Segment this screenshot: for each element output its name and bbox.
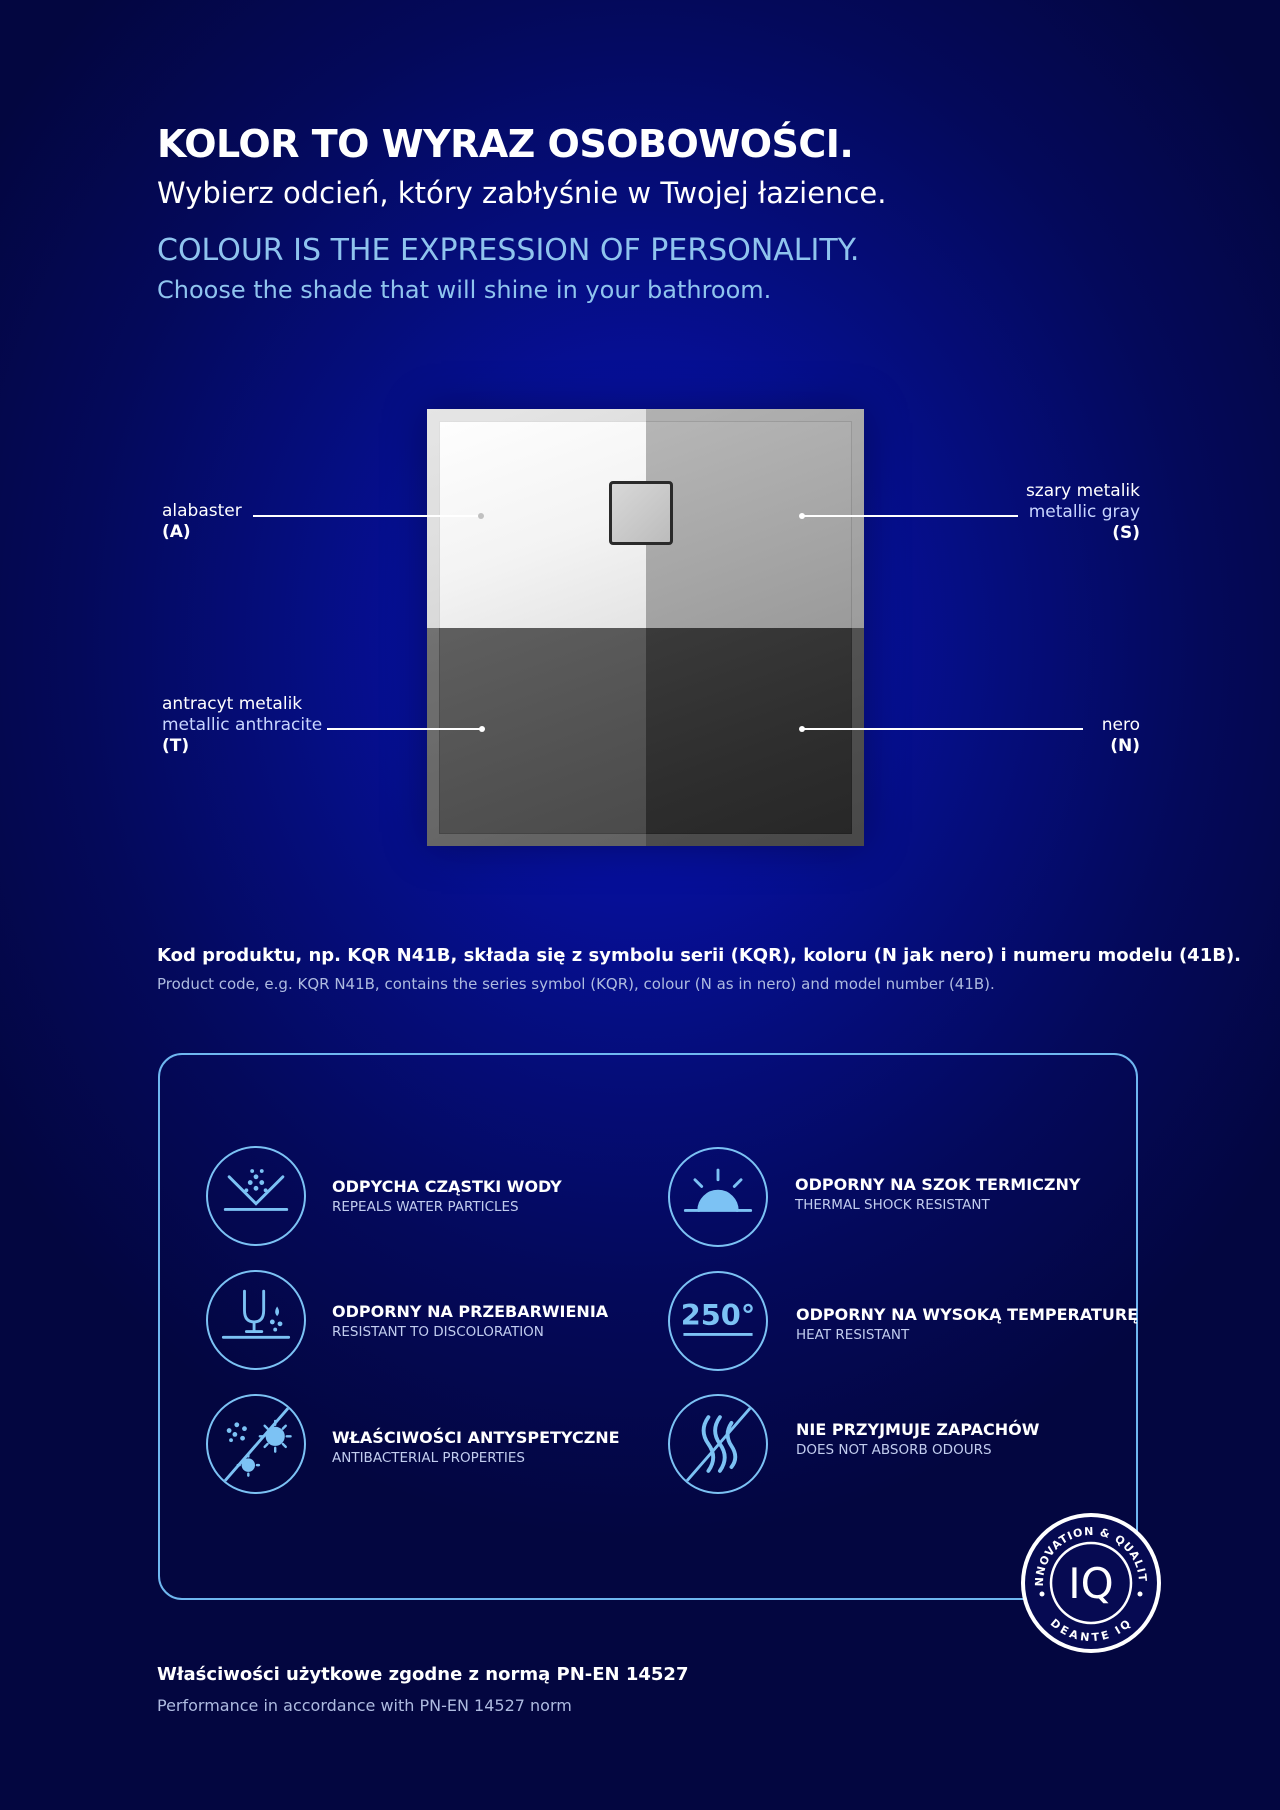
callout-alabaster bbox=[162, 501, 242, 543]
leader-line-metallic-gray bbox=[803, 515, 1018, 517]
feature-title: ODPORNY NA WYSOKĄ TEMPERATURĘ bbox=[796, 1305, 1139, 1324]
callout-metallic-gray bbox=[990, 481, 1140, 544]
feature-subtitle: HEAT RESISTANT bbox=[796, 1327, 910, 1343]
feature-no-odour bbox=[796, 1420, 1039, 1458]
page-title-pl: KOLOR TO WYRAZ OSOBOWOŚCI. bbox=[157, 122, 854, 166]
callout-nero-name: nero bbox=[1101, 715, 1140, 735]
footer-norm-pl: Właściwości użytkowe zgodne z normą PN-EN 14527 bbox=[157, 1664, 689, 1685]
feature-subtitle: DOES NOT ABSORB ODOURS bbox=[796, 1442, 992, 1458]
feature-water-repellent bbox=[332, 1177, 562, 1215]
feature-title: NIE PRZYJMUJE ZAPACHÓW bbox=[796, 1420, 1040, 1439]
callout-metallic-gray-name-pl: szary metalik bbox=[1025, 481, 1140, 501]
feature-subtitle: RESISTANT TO DISCOLORATION bbox=[332, 1324, 544, 1340]
antibacterial-icon bbox=[206, 1394, 306, 1494]
feature-subtitle: REPEALS WATER PARTICLES bbox=[332, 1199, 519, 1215]
feature-discoloration bbox=[332, 1302, 608, 1340]
leader-dot-metallic-anthracite bbox=[479, 726, 485, 732]
iq-quality-badge bbox=[1018, 1510, 1164, 1656]
thermal-shock-icon bbox=[668, 1147, 768, 1247]
callout-metallic-anthracite-name-pl: antracyt metalik bbox=[162, 694, 303, 714]
tray-rim bbox=[427, 409, 864, 846]
page-subtitle-en: Choose the shade that will shine in your bathroom. bbox=[157, 276, 772, 304]
callout-metallic-gray-name-en: metallic gray bbox=[1028, 502, 1140, 522]
leader-dot-metallic-gray bbox=[799, 513, 805, 519]
callout-metallic-gray-code: (S) bbox=[1112, 523, 1140, 543]
badge-center-text: IQ bbox=[1068, 1559, 1114, 1608]
feature-antibacterial bbox=[332, 1428, 620, 1466]
feature-subtitle: THERMAL SHOCK RESISTANT bbox=[795, 1197, 990, 1213]
leader-line-alabaster bbox=[253, 515, 481, 517]
callout-nero bbox=[1040, 715, 1140, 757]
shower-tray-image bbox=[427, 409, 864, 846]
callout-alabaster-name: alabaster bbox=[162, 501, 242, 521]
callout-metallic-anthracite bbox=[162, 694, 322, 757]
feature-title: WŁAŚCIWOŚCI ANTYSPETYCZNE bbox=[332, 1428, 620, 1447]
callout-metallic-anthracite-code: (T) bbox=[162, 736, 190, 756]
badge-ring-top-text: NNOVATION & QUALIT bbox=[1032, 1524, 1150, 1587]
feature-title: ODPORNY NA PRZEBARWIENIA bbox=[332, 1302, 609, 1321]
water-repellent-icon bbox=[206, 1146, 306, 1246]
heat-resistant-icon bbox=[668, 1271, 768, 1371]
leader-line-metallic-anthracite bbox=[327, 728, 482, 730]
page-subtitle-pl: Wybierz odcień, który zabłyśnie w Twojej łazience. bbox=[157, 176, 887, 210]
callout-metallic-anthracite-name-en: metallic anthracite bbox=[162, 715, 323, 735]
leader-line-nero bbox=[803, 728, 1083, 730]
feature-title: ODPYCHA CZĄSTKI WODY bbox=[332, 1177, 562, 1196]
product-code-text-pl: Kod produktu, np. KQR N41B, składa się z symbolu serii (KQR), koloru (N jak nero) i numeru modelu (41B). bbox=[157, 945, 1242, 966]
product-code-text-en: Product code, e.g. KQR N41B, contains the series symbol (KQR), colour (N as in nero) and model number (41B). bbox=[157, 975, 995, 993]
feature-subtitle: ANTIBACTERIAL PROPERTIES bbox=[332, 1450, 525, 1466]
feature-heat-resistant bbox=[796, 1305, 1138, 1343]
badge-ring-bottom-text: DEANTE IQ bbox=[1047, 1616, 1135, 1645]
tray-drain bbox=[609, 481, 673, 545]
feature-thermal-shock bbox=[795, 1175, 1080, 1213]
no-odour-icon bbox=[668, 1394, 768, 1494]
feature-title: ODPORNY NA SZOK TERMICZNY bbox=[795, 1175, 1081, 1194]
callout-alabaster-code: (A) bbox=[162, 522, 191, 542]
discoloration-icon bbox=[206, 1270, 306, 1370]
leader-dot-alabaster bbox=[478, 513, 484, 519]
page-title-en: COLOUR IS THE EXPRESSION OF PERSONALITY. bbox=[157, 233, 860, 268]
footer-norm-en: Performance in accordance with PN-EN 14527 norm bbox=[157, 1696, 572, 1715]
leader-dot-nero bbox=[799, 726, 805, 732]
heat-resistant-icon-text: 250° bbox=[680, 1297, 756, 1332]
callout-nero-code: (N) bbox=[1110, 736, 1140, 756]
